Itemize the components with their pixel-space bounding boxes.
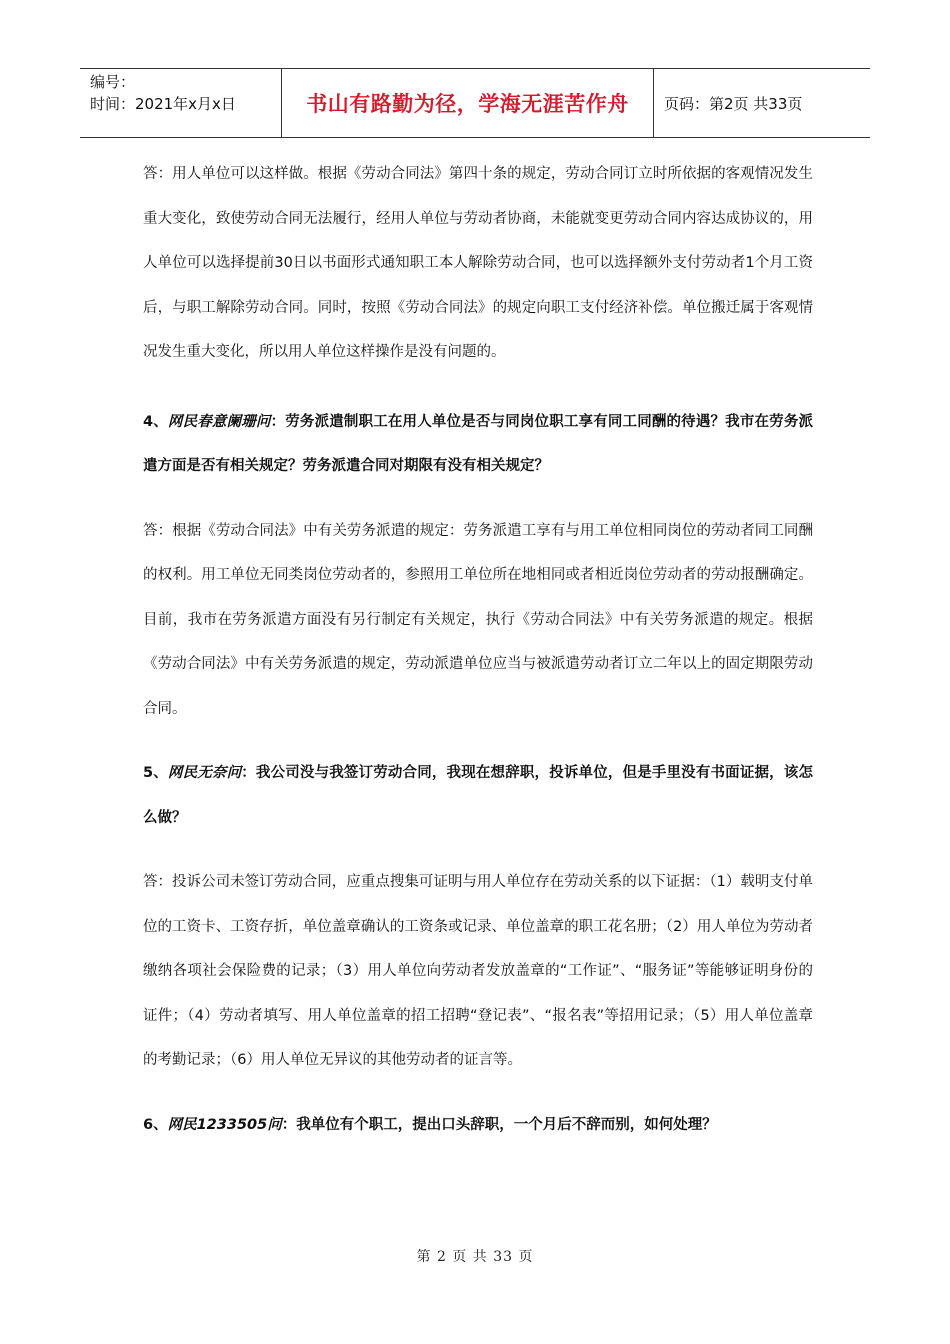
header-meta [80, 69, 282, 137]
question-4-number: 4、 [143, 413, 168, 430]
question-6-asker: 网民1233505问 [167, 1116, 282, 1133]
document-header [80, 68, 870, 138]
answer-5: 答：投诉公司未签订劳动合同，应重点搜集可证明与用人单位存在劳动关系的以下证据：（1）载明支付单位的工资卡、工资存折，单位盖章确认的工资条或记录、单位盖章的职工花名册；（2）用人单位为劳动者缴纳各项社会保险费的记录；（3）用人单位向劳动者发放盖章的“工作证”、“服务证”等能够证明身份的证件；（4）劳动者填写、用人单位盖章的招工招聘“登记表”、“报名表”等招用记录；（5）用人单位盖章的考勤记录；（6）用人单位无异议的其他劳动者的证言等。 [143, 874, 813, 1068]
document-date: 时间：2021年x月x日 [90, 95, 236, 113]
header-page-info: 页码：第2页 共33页 [664, 94, 803, 113]
answer-3: 答：用人单位可以这样做。根据《劳动合同法》第四十条的规定，劳动合同订立时所依据的客观情况发生重大变化，致使劳动合同无法履行，经用人单位与劳动者协商，未能就变更劳动合同内容达成协议的，用人单位可以选择提前30日以书面形式通知职工本人解除劳动合同，也可以选择额外支付劳动者1个月工资后，与职工解除劳动合同。同时，按照《劳动合同法》的规定向职工支付经济补偿。单位搬迁属于客观情况发生重大变化，所以用人单位这样操作是没有问题的。 [143, 166, 813, 360]
question-4-asker: 网民春意阑珊问 [167, 413, 271, 430]
question-4 [143, 400, 813, 489]
question-5-number: 5、 [143, 765, 168, 781]
answer-4: 答：根据《劳动合同法》中有关劳务派遣的规定：劳务派遣工享有与用工单位相同岗位的劳动者同工同酬的权利。用工单位无同类岗位劳动者的，参照用工单位所在地相同或者相近岗位劳动者的劳动报酬确定。目前，我市在劳务派遣方面没有另行制定有关规定，执行《劳动合同法》中有关劳务派遣的规定。根据《劳动合同法》中有关劳务派遣的规定，劳动派遣单位应当与被派遣劳动者订立二年以上的固定期限劳动合同。 [143, 522, 813, 717]
document-number-label: 编号： [90, 73, 136, 91]
header-motto: 书山有路勤为径，学海无涯苦作舟 [306, 92, 629, 116]
question-5-text: ：我公司没与我签订劳动合同，我现在想辞职，投诉单位，但是手里没有书面证据，该怎么做？ [143, 765, 814, 826]
page-footer: 第 2 页 共 33 页 [416, 1249, 534, 1265]
header-motto-cell [282, 69, 654, 137]
question-6-number: 6、 [143, 1116, 168, 1133]
document-body [143, 152, 813, 1167]
question-6-text: ：我单位有个职工，提出口头辞职，一个月后不辞而别，如何处理？ [281, 1116, 717, 1133]
question-5 [143, 751, 813, 840]
question-5-asker: 网民无奈问 [167, 765, 242, 781]
question-4-text: ：劳务派遣制职工在用人单位是否与同岗位职工享有同工同酬的待遇？我市在劳务派遣方面是否有相关规定？劳务派遣合同对期限有没有相关规定？ [143, 413, 813, 474]
question-6 [143, 1103, 813, 1148]
